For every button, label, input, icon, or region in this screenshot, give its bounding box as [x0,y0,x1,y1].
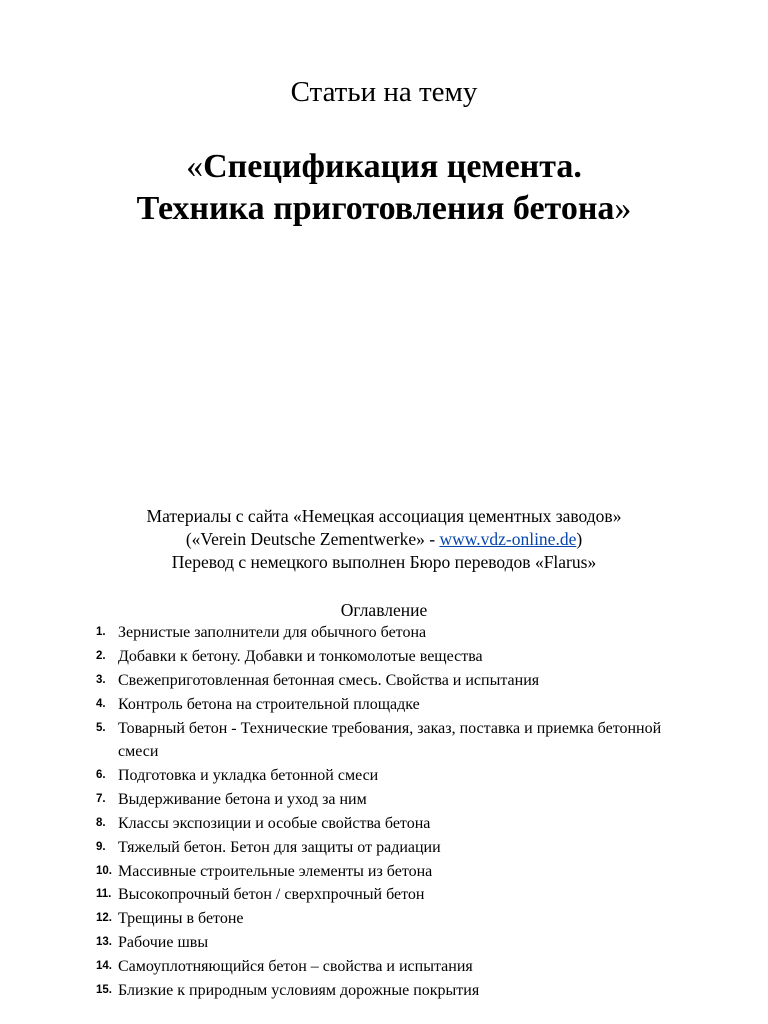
vdz-online-link[interactable]: www.vdz-online.de [439,529,577,549]
toc-item [96,717,676,764]
toc-item [96,764,676,788]
toc-item-text: Товарный бетон - Технические требования, заказ, поставка и приемка бетонной смеси [118,719,662,761]
source-line-3: Перевод с немецкого выполнен Бюро переводов «Flarus» [171,552,597,572]
toc-item-number: 10. [96,864,112,877]
toc-item-number: 6. [96,768,106,781]
toc-item-number: 11. [96,888,112,901]
toc-item [96,907,676,931]
toc-item [96,931,676,955]
toc-heading: Оглавление [340,600,428,620]
toc-item-number: 9. [96,840,106,853]
toc-item [96,955,676,979]
toc-item [96,836,676,860]
toc-item [96,979,676,1003]
source-line-1: Материалы с сайта «Немецкая ассоциация цементных заводов» [146,506,622,526]
toc-item [96,788,676,812]
toc-item-number: 12. [96,912,112,925]
open-quote: « [186,148,204,185]
toc-item-text: Подготовка и укладка бетонной смеси [118,766,379,784]
toc-item-text: Добавки к бетону. Добавки и тонкомолотые вещества [118,647,483,665]
toc-item [96,860,676,884]
toc-item-text: Массивные строительные элементы из бетона [118,862,433,880]
toc-item-text: Трещины в бетоне [118,910,244,928]
toc-item-number: 7. [96,792,106,805]
toc-item-text: Зернистые заполнители для обычного бетона [118,624,427,641]
title-line-2 [0,188,768,230]
toc-item-text: Самоуплотняющийся бетон – свойства и испытания [118,958,473,976]
toc-item-number: 3. [96,673,106,686]
source-line-2 [0,528,768,551]
toc-item-text: Близкие к природным условиям дорожные покрытия [118,981,480,999]
title-line-1-text: Спецификация цемента. [203,148,582,185]
toc-item-number: 4. [96,697,106,710]
toc-item-number: 14. [96,960,112,973]
toc-item [96,621,676,645]
toc-item-number: 2. [96,649,106,662]
toc-item-text: Контроль бетона на строительной площадке [118,695,420,713]
toc-item-text: Тяжелый бетон. Бетон для защиты от радиации [118,838,441,856]
title-line-2-text: Техника приготовления бетона [136,190,615,227]
toc-item-number: 15. [96,983,112,996]
toc-item [96,645,676,669]
toc-item-number: 8. [96,816,106,829]
toc-item-text: Высокопрочный бетон / сверхпрочный бетон [118,886,425,904]
close-quote: » [614,190,632,227]
toc-item-text: Классы экспозиции и особые свойства бетона [118,814,431,832]
toc-item-number: 13. [96,936,112,949]
document-subtitle: Статьи на тему [290,76,478,108]
toc-item-text: Свежеприготовленная бетонная смесь. Свойства и испытания [118,671,540,689]
toc-item-text: Выдерживание бетона и уход за ним [118,790,367,808]
toc-item-number: 1. [96,626,106,638]
toc-item [96,669,676,693]
toc-list [96,621,676,1003]
source-line-2-suffix: ) [576,529,583,549]
document-title [0,146,768,230]
source-line-2-prefix: («Verein Deutsche Zementwerke» - [185,529,440,549]
toc-item-number: 5. [96,721,106,734]
toc-item [96,812,676,836]
title-line-1 [0,146,768,188]
source-block [0,505,768,574]
toc-item [96,883,676,907]
toc-item-text: Рабочие швы [118,934,209,952]
toc-item [96,693,676,717]
